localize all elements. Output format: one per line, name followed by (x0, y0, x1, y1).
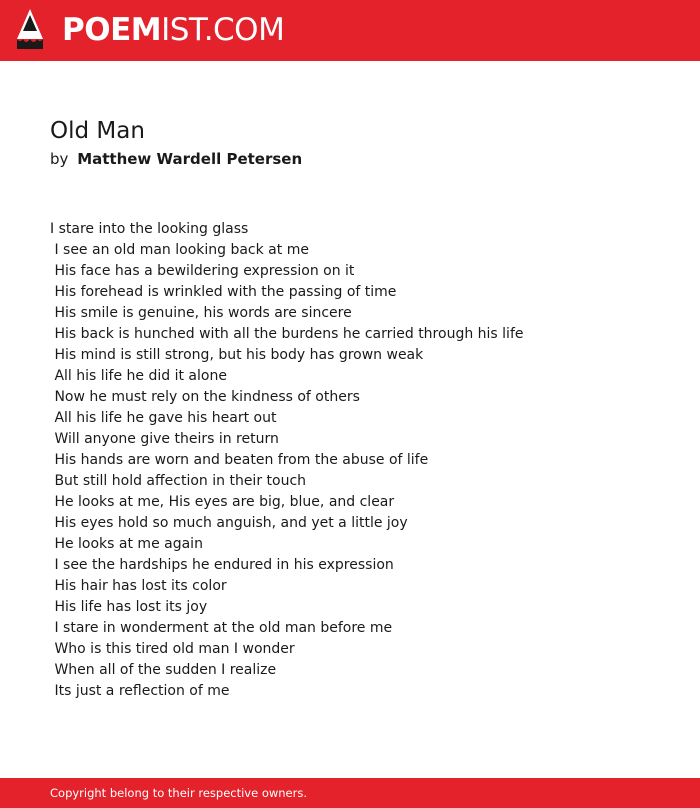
poem-title: Old Man (50, 118, 145, 144)
poem-line: His hair has lost its color (50, 578, 227, 594)
copyright-notice: Copyright belong to their respective owners. (50, 786, 308, 800)
poem-line: His smile is genuine, his words are sincere (50, 305, 352, 321)
poem-line: His forehead is wrinkled with the passing of time (50, 284, 397, 300)
poem-line: Who is this tired old man I wonder (50, 641, 295, 657)
byline (50, 149, 302, 169)
pencil-tip-icon[interactable] (16, 9, 44, 51)
poem-line: His mind is still strong, but his body has grown weak (50, 347, 424, 363)
poem-line: His back is hunched with all the burdens he carried through his life (50, 326, 524, 342)
poem-line: When all of the sudden I realize (50, 662, 277, 678)
poem-line: His face has a bewildering expression on it (50, 263, 355, 279)
poem-line: I stare into the looking glass (50, 221, 249, 237)
site-logo[interactable] (62, 12, 284, 48)
poem-line: I see an old man looking back at me (50, 242, 309, 258)
poem-line: All his life he gave his heart out (50, 410, 277, 426)
poem-line: Now he must rely on the kindness of others (50, 389, 360, 405)
poem-line: He looks at me, His eyes are big, blue, and clear (50, 494, 395, 510)
poem-line: His life has lost its joy (50, 599, 208, 615)
by-label: by (50, 150, 69, 168)
poem-line: All his life he did it alone (50, 368, 227, 384)
site-footer (0, 778, 700, 808)
site-header (0, 0, 700, 61)
poem-line: But still hold affection in their touch (50, 473, 307, 489)
poem-line: His hands are worn and beaten from the abuse of life (50, 452, 429, 468)
poem-line: He looks at me again (50, 536, 203, 552)
poem-line: Will anyone give theirs in return (50, 431, 279, 447)
logo-text-light: IST.COM (161, 12, 285, 48)
poem-line: His eyes hold so much anguish, and yet a little joy (50, 515, 408, 531)
poem-line: Its just a reflection of me (50, 683, 230, 699)
poem-line: I see the hardships he endured in his expression (50, 557, 394, 573)
poem-line: I stare in wonderment at the old man before me (50, 620, 393, 636)
author-name: Matthew Wardell Petersen (77, 150, 303, 168)
logo-text-bold: POEM (62, 12, 162, 48)
poem-body (50, 219, 670, 702)
